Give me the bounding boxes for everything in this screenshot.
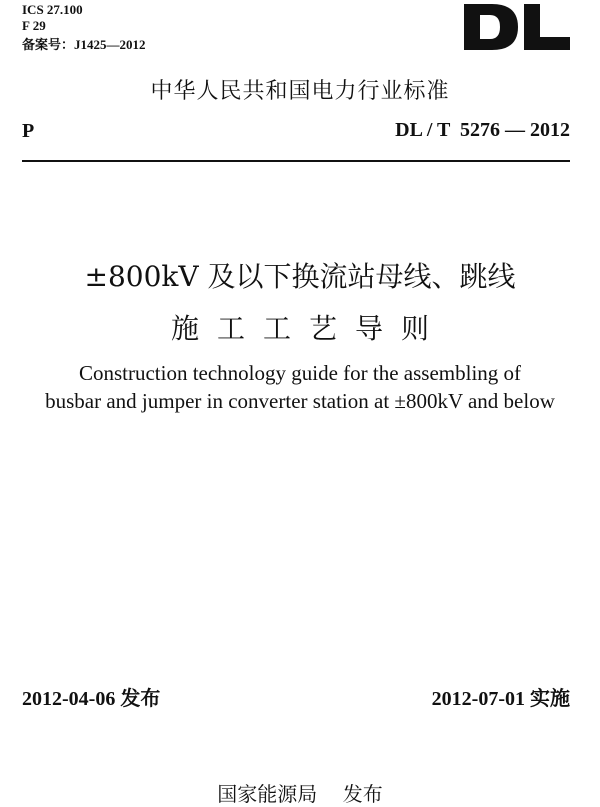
dl-logo bbox=[462, 2, 572, 52]
title-en-line1: Construction technology guide for the assembling of bbox=[78, 361, 522, 385]
header-divider bbox=[22, 160, 570, 162]
ics-code: ICS 27.100 bbox=[22, 2, 83, 17]
title-zh-line1: ±800kV 及以下换流站母线、跳线 bbox=[84, 260, 516, 293]
classification-code: F 29 bbox=[22, 18, 46, 33]
standard-number: DL / T 5276 — 2012 bbox=[395, 119, 570, 141]
title-en-line2: busbar and jumper in converter station at ±800kV and below bbox=[45, 389, 555, 413]
category-code: P bbox=[22, 120, 35, 142]
record-number: 备案号：J1425—2012 bbox=[22, 37, 146, 52]
publish-date: 2012-04-06 发布 bbox=[22, 688, 161, 710]
implement-date: 2012-07-01 实施 bbox=[431, 688, 570, 710]
issuer: 国家能源局 发布 bbox=[217, 782, 383, 806]
agency-title: 中华人民共和国电力行业标准 bbox=[150, 79, 450, 104]
title-zh-line2: 施工工艺导则 bbox=[170, 312, 447, 345]
